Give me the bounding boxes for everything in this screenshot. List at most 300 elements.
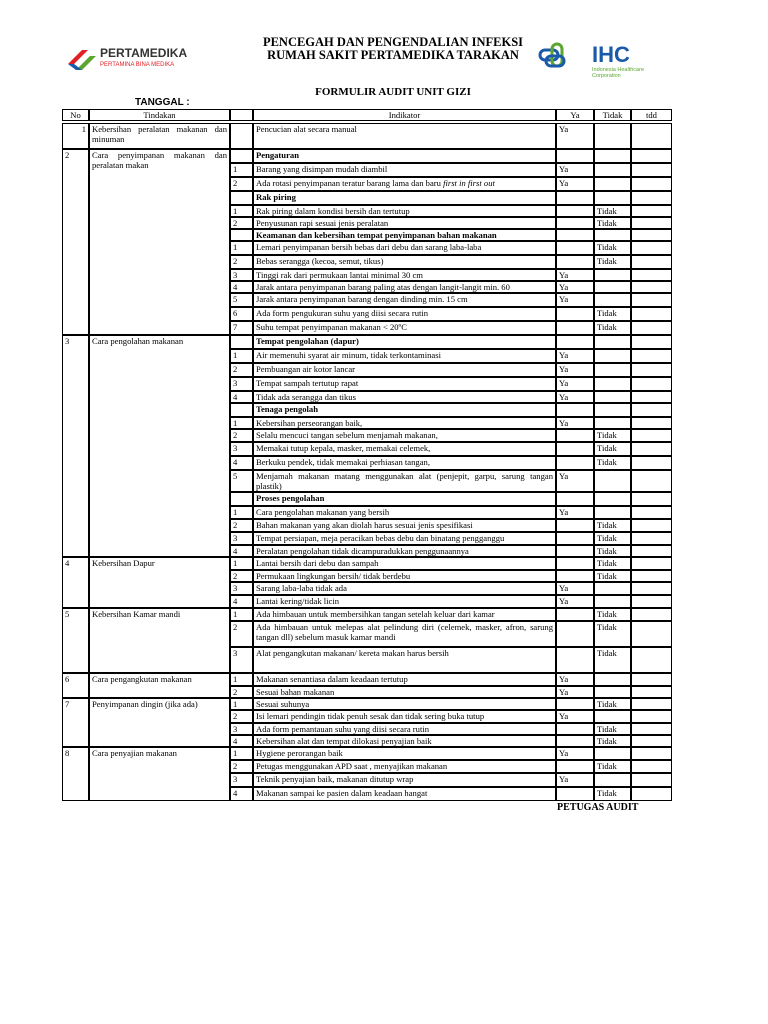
answer-ya: Ya: [556, 417, 594, 429]
indicator-text-main: Petugas menggunakan APD saat , menyajikan makanan: [256, 761, 448, 771]
indicator-number: 1: [230, 163, 253, 177]
answer-ya: [556, 217, 594, 229]
answer-ya: Ya: [556, 747, 594, 760]
indicator-text-main: Pengaturan: [256, 150, 299, 160]
indicator-text-main: Suhu tempat penyimpanan makanan < 20ºC: [256, 322, 407, 332]
answer-tdd: [631, 191, 672, 205]
answer-tdd: [631, 123, 672, 149]
logo-left-sub: PERTAMINA BINA MEDIKA: [100, 62, 175, 68]
answer-tidak: [594, 773, 631, 787]
indicator-text: [253, 205, 556, 217]
answer-tdd: [631, 557, 672, 570]
answer-tidak: [594, 163, 631, 177]
indicator-text: [253, 269, 556, 281]
answer-tdd: [631, 735, 672, 747]
indicator-text-main: Rak piring: [256, 192, 296, 202]
col-header-blank: [230, 109, 253, 121]
indicator-text: [253, 532, 556, 545]
indicator-text-main: Makanan senantiasa dalam keadaan tertutup: [256, 674, 408, 684]
answer-tdd: [631, 377, 672, 391]
indicator-text: [253, 281, 556, 293]
answer-tidak: Tidak: [594, 205, 631, 217]
answer-tidak: [594, 349, 631, 363]
indicator-number: 4: [230, 595, 253, 608]
indicator-number: 3: [230, 442, 253, 456]
indicator-number: [230, 229, 253, 241]
indicator-text-main: Menjamah makanan matang menggunakan alat (penjepit, garpu, sarung tangan plastik): [256, 471, 553, 491]
indicator-number: [230, 335, 253, 349]
answer-tdd: [631, 519, 672, 532]
indicator-text-main: Ada form pemantauan suhu yang diisi secara rutin: [256, 724, 430, 734]
indicator-number: 3: [230, 532, 253, 545]
answer-tdd: [631, 442, 672, 456]
logo-right-name: IHC: [592, 42, 630, 67]
answer-ya: Ya: [556, 281, 594, 293]
indicator-text-main: Tinggi rak dari permukaan lantai minimal 30 cm: [256, 270, 423, 280]
answer-tidak: Tidak: [594, 723, 631, 735]
answer-tdd: [631, 149, 672, 163]
indicator-number: 5: [230, 470, 253, 492]
answer-ya: Ya: [556, 177, 594, 191]
ihc-logo: [536, 36, 676, 82]
answer-ya: [556, 307, 594, 321]
indicator-text: [253, 321, 556, 335]
answer-tdd: [631, 293, 672, 307]
answer-tdd: [631, 647, 672, 673]
section-tindakan: Kebersihan Dapur: [89, 557, 230, 608]
indicator-text: [253, 545, 556, 557]
answer-ya: Ya: [556, 391, 594, 403]
section-no: 2: [62, 149, 89, 335]
indicator-text: [253, 241, 556, 255]
indicator-text: [253, 608, 556, 621]
indicator-text-italic: first in first out: [443, 178, 495, 188]
indicator-text-main: Lemari penyimpanan bersih bebas dari debu dan sarang laba-laba: [256, 242, 482, 252]
answer-ya: [556, 698, 594, 710]
answer-tidak: [594, 417, 631, 429]
indicator-text-main: Makanan sampai ke pasien dalam keadaan hangat: [256, 788, 428, 798]
answer-tdd: [631, 391, 672, 403]
indicator-number: 2: [230, 177, 253, 191]
form-title: FORMULIR AUDIT UNIT GIZI: [315, 86, 471, 98]
pertamedika-logo: [66, 40, 206, 80]
indicator-text-main: Teknik penyajian baik, makanan ditutup wrap: [256, 774, 414, 784]
answer-ya: [556, 557, 594, 570]
answer-ya: Ya: [556, 686, 594, 698]
answer-tidak: Tidak: [594, 307, 631, 321]
answer-tdd: [631, 241, 672, 255]
answer-tdd: [631, 217, 672, 229]
answer-ya: Ya: [556, 269, 594, 281]
indicator-number: 3: [230, 377, 253, 391]
answer-tidak: Tidak: [594, 608, 631, 621]
answer-ya: [556, 492, 594, 506]
section-no: 5: [62, 608, 89, 673]
indicator-text: [253, 363, 556, 377]
col-header-tdd: tdd: [631, 109, 672, 121]
indicator-number: 5: [230, 293, 253, 307]
section-tindakan: Cara penyajian makanan: [89, 747, 230, 801]
answer-ya: Ya: [556, 377, 594, 391]
answer-ya: [556, 760, 594, 773]
answer-ya: Ya: [556, 363, 594, 377]
indicator-text: [253, 570, 556, 582]
answer-ya: Ya: [556, 582, 594, 595]
answer-tidak: [594, 229, 631, 241]
indicator-text-main: Selalu mencuci tangan sebelum menjamah makanan,: [256, 430, 438, 440]
answer-ya: Ya: [556, 710, 594, 723]
answer-tdd: [631, 608, 672, 621]
logo-right-sub1: Indonesia Healthcare: [592, 67, 644, 73]
indicator-number: 3: [230, 582, 253, 595]
indicator-text-main: Alat pengangkutan makanan/ kereta makan harus bersih: [256, 648, 449, 658]
indicator-text: [253, 519, 556, 532]
indicator-number: 1: [230, 608, 253, 621]
indicator-text: [253, 417, 556, 429]
answer-tdd: [631, 532, 672, 545]
indicator-number: [230, 403, 253, 417]
answer-ya: Ya: [556, 595, 594, 608]
answer-ya: [556, 229, 594, 241]
answer-tdd: [631, 269, 672, 281]
answer-ya: Ya: [556, 470, 594, 492]
answer-ya: [556, 456, 594, 470]
indicator-number: 2: [230, 710, 253, 723]
answer-ya: [556, 442, 594, 456]
answer-tdd: [631, 760, 672, 773]
indicator-text: [253, 456, 556, 470]
answer-tdd: [631, 506, 672, 519]
indicator-text-main: Cara pengolahan makanan yang bersih: [256, 507, 390, 517]
answer-tdd: [631, 545, 672, 557]
answer-tidak: Tidak: [594, 532, 631, 545]
indicator-number: 4: [230, 545, 253, 557]
col-header-no: No: [62, 109, 89, 121]
answer-tdd: [631, 698, 672, 710]
indicator-number: 2: [230, 255, 253, 269]
indicator-text: [253, 177, 556, 191]
indicator-number: 2: [230, 686, 253, 698]
section-no: 7: [62, 698, 89, 747]
answer-tdd: [631, 686, 672, 698]
answer-tdd: [631, 177, 672, 191]
indicator-text: [253, 698, 556, 710]
indicator-text-main: Rak piring dalam kondisi bersih dan tertutup: [256, 206, 410, 216]
answer-ya: [556, 647, 594, 673]
answer-tidak: [594, 403, 631, 417]
answer-tidak: [594, 470, 631, 492]
indicator-text-main: Sesuai suhunya: [256, 699, 310, 709]
indicator-text: [253, 595, 556, 608]
indicator-number: 2: [230, 570, 253, 582]
indicator-text: [253, 377, 556, 391]
answer-ya: [556, 545, 594, 557]
indicator-text: [253, 217, 556, 229]
indicator-text: [253, 163, 556, 177]
indicator-text-main: Jarak antara penyimpanan barang paling atas dengan langit-langit min. 60: [256, 282, 510, 292]
answer-tdd: [631, 321, 672, 335]
section-no: 6: [62, 673, 89, 698]
answer-tidak: [594, 506, 631, 519]
indicator-text-main: Berkuku pendek, tidak memakai perhiasan tangan,: [256, 457, 430, 467]
answer-tdd: [631, 403, 672, 417]
answer-ya: [556, 621, 594, 647]
answer-tdd: [631, 281, 672, 293]
answer-tidak: [594, 269, 631, 281]
indicator-group-heading: [253, 229, 556, 241]
answer-tidak: Tidak: [594, 735, 631, 747]
answer-tdd: [631, 335, 672, 349]
indicator-text: [253, 255, 556, 269]
indicator-number: 4: [230, 735, 253, 747]
answer-ya: [556, 570, 594, 582]
indicator-text-main: Lantai kering/tidak licin: [256, 596, 340, 606]
indicator-number: 2: [230, 760, 253, 773]
indicator-group-heading: [253, 149, 556, 163]
indicator-number: 1: [230, 417, 253, 429]
indicator-text: [253, 307, 556, 321]
indicator-text-main: Jarak antara penyimpanan barang dengan dinding min. 15 cm: [256, 294, 468, 304]
answer-tidak: Tidak: [594, 760, 631, 773]
indicator-number: [230, 149, 253, 163]
indicator-number: 1: [230, 506, 253, 519]
indicator-number: 4: [230, 391, 253, 403]
indicator-text: [253, 647, 556, 673]
answer-tidak: Tidak: [594, 217, 631, 229]
answer-tidak: Tidak: [594, 698, 631, 710]
answer-tdd: [631, 621, 672, 647]
answer-ya: [556, 321, 594, 335]
logo-left-name: PERTAMEDIKA: [100, 46, 188, 60]
answer-tdd: [631, 747, 672, 760]
answer-tidak: [594, 191, 631, 205]
answer-tidak: Tidak: [594, 557, 631, 570]
indicator-text-main: Hygiene perorangan baik: [256, 748, 343, 758]
indicator-text: [253, 582, 556, 595]
indicator-text-main: Pembuangan air kotor lancar: [256, 364, 356, 374]
header-title-line2: RUMAH SAKIT PERTAMEDIKA TARAKAN: [267, 48, 519, 62]
indicator-text-main: Memakai tutup kepala, masker, memakai celemek,: [256, 443, 431, 453]
indicator-text-main: Isi lemari pendingin tidak penuh sesak dan tidak sering buka tutup: [256, 711, 485, 721]
answer-tidak: Tidak: [594, 570, 631, 582]
indicator-text: [253, 710, 556, 723]
indicator-number: 6: [230, 307, 253, 321]
answer-tdd: [631, 417, 672, 429]
answer-tdd: [631, 492, 672, 506]
answer-tidak: [594, 595, 631, 608]
answer-tdd: [631, 456, 672, 470]
answer-tidak: Tidak: [594, 321, 631, 335]
indicator-text: [253, 442, 556, 456]
answer-tidak: [594, 177, 631, 191]
answer-tdd: [631, 723, 672, 735]
answer-ya: [556, 519, 594, 532]
indicator-text: [253, 787, 556, 801]
answer-tdd: [631, 349, 672, 363]
indicator-number: 2: [230, 217, 253, 229]
indicator-text-main: Tidak ada serangga dan tikus: [256, 392, 356, 402]
answer-ya: Ya: [556, 506, 594, 519]
indicator-text: [253, 773, 556, 787]
answer-tdd: [631, 363, 672, 377]
answer-tdd: [631, 570, 672, 582]
indicator-text-main: Proses pengolahan: [256, 493, 325, 503]
indicator-number: 7: [230, 321, 253, 335]
answer-ya: Ya: [556, 293, 594, 307]
answer-ya: Ya: [556, 673, 594, 686]
indicator-text-main: Keamanan dan kebersihan tempat penyimpanan bahan makanan: [256, 230, 497, 240]
answer-tidak: [594, 686, 631, 698]
indicator-text-main: Bebas serangga (kecoa, semut, tikus): [256, 256, 384, 266]
indicator-number: 2: [230, 363, 253, 377]
indicator-number: 2: [230, 621, 253, 647]
section-no: 4: [62, 557, 89, 608]
answer-ya: Ya: [556, 163, 594, 177]
answer-ya: Ya: [556, 123, 594, 149]
answer-tidak: Tidak: [594, 442, 631, 456]
answer-tdd: [631, 673, 672, 686]
answer-tidak: [594, 123, 631, 149]
answer-tidak: [594, 582, 631, 595]
answer-ya: [556, 723, 594, 735]
answer-tidak: Tidak: [594, 241, 631, 255]
section-tindakan: Cara pengolahan makanan: [89, 335, 230, 557]
indicator-text: [253, 673, 556, 686]
answer-tidak: Tidak: [594, 456, 631, 470]
indicator-text: [253, 621, 556, 647]
col-header-ya: Ya: [556, 109, 594, 121]
indicator-text-main: Barang yang disimpan mudah diambil: [256, 164, 388, 174]
indicator-number: 2: [230, 519, 253, 532]
indicator-text-main: Penyusunan rapi sesuai jenis peralatan: [256, 218, 389, 228]
answer-tdd: [631, 582, 672, 595]
answer-tdd: [631, 595, 672, 608]
answer-ya: [556, 149, 594, 163]
answer-tdd: [631, 255, 672, 269]
indicator-number: [230, 492, 253, 506]
indicator-number: 3: [230, 269, 253, 281]
indicator-number: 3: [230, 647, 253, 673]
answer-ya: Ya: [556, 773, 594, 787]
section-tindakan: Cara penyimpanan makanan dan peralatan makan: [89, 149, 230, 335]
answer-ya: [556, 205, 594, 217]
indicator-text-main: Permukaan lingkungan bersih/ tidak berdebu: [256, 571, 411, 581]
answer-tidak: [594, 710, 631, 723]
col-header-tidak: Tidak: [594, 109, 631, 121]
indicator-text: [253, 293, 556, 307]
indicator-text-main: Tempat persiapan, meja peracikan bebas debu dan binatang pengganggu: [256, 533, 505, 543]
indicator-number: 1: [230, 747, 253, 760]
tanggal-label: TANGGAL :: [135, 97, 190, 108]
answer-tidak: [594, 363, 631, 377]
indicator-text-main: Bahan makanan yang akan diolah harus sesuai jenis spesifikasi: [256, 520, 473, 530]
answer-tdd: [631, 787, 672, 801]
answer-ya: [556, 403, 594, 417]
answer-tdd: [631, 229, 672, 241]
answer-tidak: [594, 293, 631, 307]
indicator-text: [253, 506, 556, 519]
section-tindakan: Cara pengangkutan makanan: [89, 673, 230, 698]
indicator-number: [230, 123, 253, 149]
answer-tdd: [631, 307, 672, 321]
indicator-text: [253, 686, 556, 698]
indicator-text-main: Ada himbauan untuk membersihkan tangan setelah keluar dari kamar: [256, 609, 495, 619]
indicator-number: 1: [230, 673, 253, 686]
col-header-tindakan: Tindakan: [89, 109, 230, 121]
header-title-line1: PENCEGAH DAN PENGENDALIAN INFEKSI: [262, 35, 524, 49]
indicator-number: 2: [230, 429, 253, 442]
indicator-text-main: Sarang laba-laba tidak ada: [256, 583, 347, 593]
indicator-number: 1: [230, 205, 253, 217]
answer-ya: [556, 255, 594, 269]
indicator-text-main: Ada form pengukuran suhu yang diisi secara rutin: [256, 308, 429, 318]
answer-ya: [556, 191, 594, 205]
indicator-text-main: Tempat sampah tertutup rapat: [256, 378, 359, 388]
answer-tidak: [594, 377, 631, 391]
indicator-number: 1: [230, 349, 253, 363]
answer-tidak: [594, 747, 631, 760]
indicator-group-heading: [253, 191, 556, 205]
answer-tdd: [631, 470, 672, 492]
section-tindakan: Penyimpanan dingin (jika ada): [89, 698, 230, 747]
answer-tidak: [594, 673, 631, 686]
answer-tdd: [631, 163, 672, 177]
answer-tdd: [631, 773, 672, 787]
section-no: 1: [62, 123, 89, 149]
answer-ya: [556, 532, 594, 545]
indicator-number: 1: [230, 241, 253, 255]
indicator-text: [253, 429, 556, 442]
answer-tidak: [594, 149, 631, 163]
indicator-text: [253, 349, 556, 363]
answer-ya: [556, 335, 594, 349]
indicator-text: [253, 747, 556, 760]
answer-ya: [556, 735, 594, 747]
answer-tdd: [631, 710, 672, 723]
indicator-group-heading: [253, 335, 556, 349]
indicator-number: 3: [230, 723, 253, 735]
answer-tidak: Tidak: [594, 545, 631, 557]
indicator-text-main: Air memenuhi syarat air minum, tidak terkontaminasi: [256, 350, 441, 360]
indicator-text: [253, 735, 556, 747]
answer-ya: Ya: [556, 349, 594, 363]
petugas-audit-label: PETUGAS AUDIT: [557, 802, 639, 813]
section-tindakan: Kebersihan peralatan makanan dan minuman: [89, 123, 230, 149]
indicator-text-main: Sesuai bahan makanan: [256, 687, 335, 697]
answer-tidak: [594, 281, 631, 293]
indicator-text-main: Peralatan pengolahan tidak dicampuradukkan penggunaannya: [256, 546, 469, 556]
answer-tidak: [594, 335, 631, 349]
answer-tidak: [594, 391, 631, 403]
answer-ya: [556, 429, 594, 442]
indicator-text-main: Tenaga pengolah: [256, 404, 319, 414]
indicator-number: 1: [230, 557, 253, 570]
indicator-text-main: Kebersihan alat dan tempat dilokasi penyajian baik: [256, 736, 432, 746]
indicator-text: [253, 723, 556, 735]
answer-ya: [556, 608, 594, 621]
logo-right-sub2: Corporation: [592, 73, 621, 79]
indicator-number: 4: [230, 281, 253, 293]
section-no: 3: [62, 335, 89, 557]
section-no: 8: [62, 747, 89, 801]
answer-tidak: Tidak: [594, 429, 631, 442]
answer-tidak: [594, 492, 631, 506]
answer-tidak: Tidak: [594, 621, 631, 647]
indicator-number: 4: [230, 787, 253, 801]
answer-tidak: Tidak: [594, 787, 631, 801]
indicator-number: 4: [230, 456, 253, 470]
answer-ya: [556, 787, 594, 801]
